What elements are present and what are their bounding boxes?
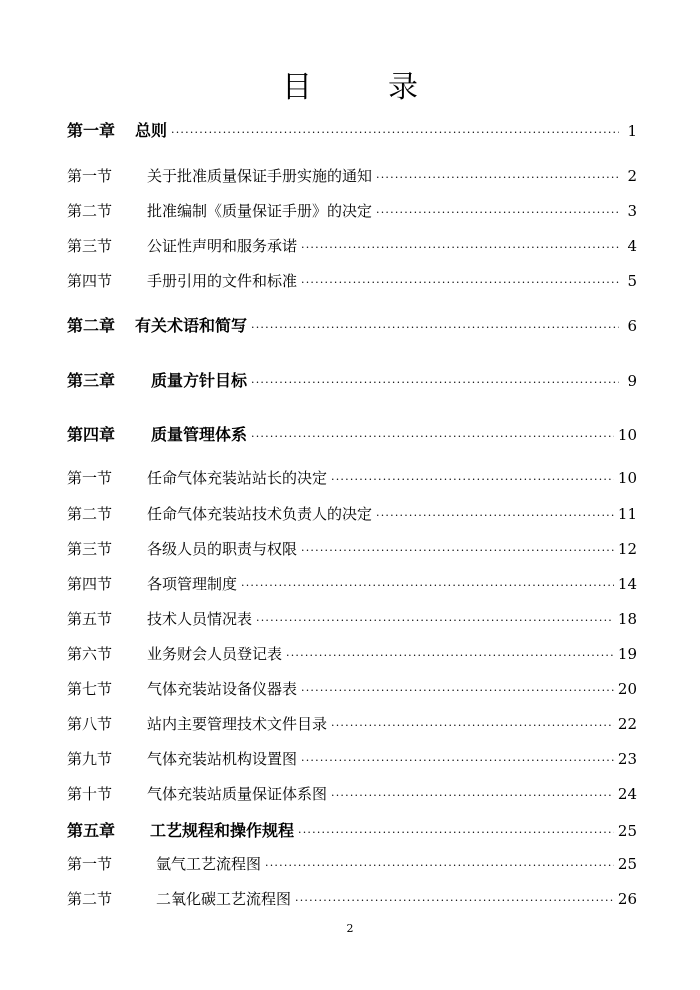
- toc-chapter-entry[interactable]: [67, 368, 637, 394]
- toc-section-entry[interactable]: [67, 503, 637, 529]
- toc-chapter-entry[interactable]: [67, 313, 637, 339]
- dot-leader: [331, 720, 614, 731]
- entry-title: 气体充装站设备仪器表: [147, 680, 298, 698]
- toc-section-entry[interactable]: [67, 235, 637, 261]
- title-char-2: 录: [388, 70, 418, 105]
- entry-title: 技术人员情况表: [147, 610, 253, 628]
- dot-leader: [376, 172, 619, 183]
- entry-page-number: 26: [617, 890, 637, 908]
- entry-page-number: 2: [627, 167, 637, 185]
- entry-label: 第二章: [67, 316, 116, 335]
- entry-title: 各项管理制度: [147, 575, 238, 593]
- entry-page-number: 1: [627, 122, 637, 140]
- toc-section-entry[interactable]: [67, 467, 637, 493]
- entry-title: 业务财会人员登记表: [147, 645, 283, 663]
- toc-section-entry[interactable]: [67, 165, 637, 191]
- entry-page-number: 4: [627, 237, 637, 255]
- dot-leader: [301, 242, 619, 253]
- entry-title: 气体充装站质量保证体系图: [147, 785, 328, 803]
- entry-title: 质量管理体系: [151, 425, 248, 444]
- entry-label: 第二节: [67, 505, 113, 523]
- entry-label: 第二节: [67, 202, 113, 220]
- entry-title: 质量方针目标: [151, 371, 248, 390]
- toc-chapter-entry[interactable]: [67, 422, 637, 448]
- entry-page-number: 11: [617, 505, 637, 523]
- dot-leader: [376, 207, 619, 218]
- dot-leader: [251, 431, 614, 442]
- dot-leader: [301, 755, 614, 766]
- entry-page-number: 20: [617, 680, 637, 698]
- entry-label: 第四章: [67, 425, 116, 444]
- entry-title: 气体充装站机构设置图: [147, 750, 298, 768]
- footer-page-number: 2: [346, 922, 354, 935]
- dot-leader: [286, 650, 614, 661]
- entry-page-number: 10: [617, 469, 637, 487]
- toc-section-entry[interactable]: [67, 270, 637, 296]
- entry-label: 第四节: [67, 575, 113, 593]
- toc-chapter-entry[interactable]: [67, 118, 637, 144]
- page-title: [0, 62, 700, 106]
- entry-label: 第七节: [67, 680, 113, 698]
- entry-page-number: 19: [617, 645, 637, 663]
- dot-leader: [265, 860, 614, 871]
- entry-label: 第二节: [67, 890, 113, 908]
- entry-page-number: 24: [617, 785, 637, 803]
- entry-label: 第一节: [67, 855, 113, 873]
- entry-title: 氩气工艺流程图: [156, 855, 262, 873]
- entry-label: 第八节: [67, 715, 113, 733]
- entry-page-number: 3: [627, 202, 637, 220]
- dot-leader: [251, 322, 619, 333]
- entry-label: 第四节: [67, 272, 113, 290]
- entry-page-number: 22: [617, 715, 637, 733]
- entry-title: 任命气体充装站站长的决定: [147, 469, 328, 487]
- entry-label: 第一节: [67, 167, 113, 185]
- toc-section-entry[interactable]: [67, 888, 637, 914]
- entry-label: 第五节: [67, 610, 113, 628]
- entry-title: 工艺规程和操作规程: [150, 821, 295, 840]
- toc-section-entry[interactable]: [67, 608, 637, 634]
- entry-label: 第十节: [67, 785, 113, 803]
- entry-page-number: 25: [617, 855, 637, 873]
- entry-label: 第五章: [67, 821, 116, 840]
- dot-leader: [171, 127, 619, 138]
- dot-leader: [256, 615, 614, 626]
- toc-section-entry[interactable]: [67, 643, 637, 669]
- entry-title: 手册引用的文件和标准: [147, 272, 298, 290]
- entry-title: 二氧化碳工艺流程图: [156, 890, 292, 908]
- toc-section-entry[interactable]: [67, 538, 637, 564]
- entry-page-number: 12: [617, 540, 637, 558]
- dot-leader: [376, 510, 614, 521]
- toc-section-entry[interactable]: [67, 783, 637, 809]
- entry-page-number: 10: [617, 426, 637, 444]
- toc-section-entry[interactable]: [67, 573, 637, 599]
- entry-label: 第三节: [67, 237, 113, 255]
- dot-leader: [331, 474, 614, 485]
- entry-page-number: 9: [627, 372, 637, 390]
- entry-page-number: 5: [627, 272, 637, 290]
- toc-chapter-entry[interactable]: [67, 818, 637, 844]
- entry-label: 第六节: [67, 645, 113, 663]
- entry-page-number: 14: [617, 575, 637, 593]
- entry-title: 有关术语和简写: [135, 316, 248, 335]
- dot-leader: [301, 277, 619, 288]
- entry-title: 各级人员的职责与权限: [147, 540, 298, 558]
- toc-section-entry[interactable]: [67, 748, 637, 774]
- entry-page-number: 6: [627, 317, 637, 335]
- entry-title: 关于批准质量保证手册实施的通知: [147, 167, 373, 185]
- entry-label: 第一节: [67, 469, 113, 487]
- entry-title: 总则: [135, 121, 168, 140]
- entry-label: 第三章: [67, 371, 116, 390]
- entry-page-number: 18: [617, 610, 637, 628]
- entry-title: 批准编制《质量保证手册》的决定: [147, 202, 373, 220]
- entry-label: 第九节: [67, 750, 113, 768]
- toc-section-entry[interactable]: [67, 678, 637, 704]
- entry-label: 第一章: [67, 121, 116, 140]
- dot-leader: [331, 790, 614, 801]
- dot-leader: [295, 895, 614, 906]
- dot-leader: [301, 685, 614, 696]
- entry-page-number: 25: [617, 822, 637, 840]
- toc-section-entry[interactable]: [67, 713, 637, 739]
- dot-leader: [241, 580, 614, 591]
- entry-title: 公证性声明和服务承诺: [147, 237, 298, 255]
- entry-label: 第三节: [67, 540, 113, 558]
- title-char-1: 目: [282, 70, 312, 105]
- toc-section-entry[interactable]: [67, 853, 637, 879]
- entry-title: 任命气体充装站技术负责人的决定: [147, 505, 373, 523]
- entry-page-number: 23: [617, 750, 637, 768]
- dot-leader: [298, 827, 614, 838]
- toc-section-entry[interactable]: [67, 200, 637, 226]
- dot-leader: [301, 545, 614, 556]
- dot-leader: [251, 377, 619, 388]
- entry-title: 站内主要管理技术文件目录: [147, 715, 328, 733]
